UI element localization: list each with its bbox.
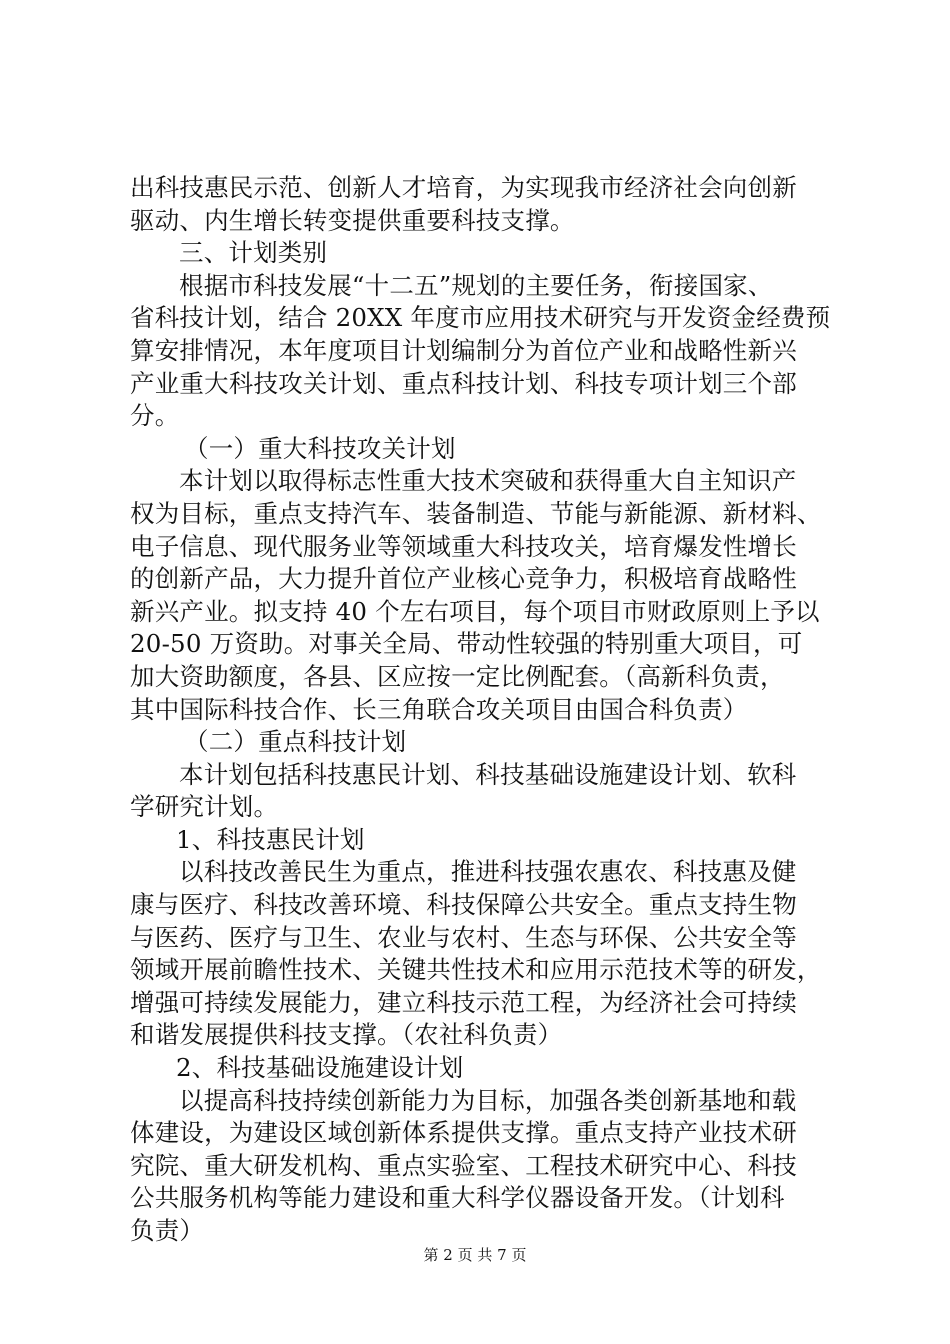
paragraph-line: 增强可持续发展能力，建立科技示范工程，为经济社会可持续	[130, 987, 797, 1017]
paragraph-line: 分。	[130, 401, 180, 431]
paragraph-line: 体建设，为建设区域创新体系提供支撑。重点支持产业技术研	[130, 1118, 797, 1148]
paragraph-line: 20-50 万资助。对事关全局、带动性较强的特别重大项目，可	[130, 629, 803, 659]
paragraph-line: 以提高科技持续创新能力为目标，加强各类创新基地和载	[179, 1085, 797, 1115]
paragraph-line: 出科技惠民示范、创新人才培育，为实现我市经济社会向创新	[130, 173, 797, 202]
paragraph-line: 权为目标，重点支持汽车、装备制造、节能与新能源、新材料、	[130, 498, 822, 528]
paragraph-line: 康与医疗、科技改善环境、科技保障公共安全。重点支持生物	[130, 890, 797, 920]
item-heading: 2、科技基础设施建设计划	[176, 1053, 464, 1083]
paragraph-line: 根据市科技发展“十二五”规划的主要任务，衔接国家、	[179, 270, 773, 300]
paragraph-line: 产业重大科技攻关计划、重点科技计划、科技专项计划三个部	[130, 368, 797, 398]
paragraph-line: 电子信息、现代服务业等领域重大科技攻关，培育爆发性增长	[130, 531, 797, 561]
paragraph-line: 的创新产品，大力提升首位产业核心竞争力，积极培育战略性	[130, 564, 797, 594]
paragraph-line: 算安排情况，本年度项目计划编制分为首位产业和战略性新兴	[130, 335, 797, 365]
page-number-footer: 第 2 页 共 7 页	[423, 1246, 527, 1264]
item-heading: 1、科技惠民计划	[176, 824, 365, 854]
subsection-heading: （二）重点科技计划	[184, 727, 407, 757]
paragraph-line: 本计划以取得标志性重大技术突破和获得重大自主知识产	[179, 466, 797, 496]
section-heading: 三、计划类别	[179, 238, 328, 268]
paragraph-line: 新兴产业。拟支持 40 个左右项目，每个项目市财政原则上予以	[130, 596, 820, 626]
paragraph-line: 本计划包括科技惠民计划、科技基础设施建设计划、软科	[179, 759, 797, 789]
paragraph-line: 负责）	[130, 1216, 205, 1245]
paragraph-line: 究院、重大研发机构、重点实验室、工程技术研究中心、科技	[130, 1150, 797, 1180]
paragraph-line: 学研究计划。	[130, 792, 279, 822]
document-body	[130, 172, 830, 1248]
subsection-heading: （一）重大科技攻关计划	[184, 433, 456, 463]
paragraph-line: 驱动、内生增长转变提供重要科技支撑。	[130, 205, 575, 235]
paragraph-line: 加大资助额度，各县、区应按一定比例配套。（高新科负责，	[130, 661, 785, 691]
paragraph-line: 领域开展前瞻性技术、关键共性技术和应用示范技术等的研发，	[130, 955, 822, 985]
paragraph-line: 和谐发展提供科技支撑。（农社科负责）	[130, 1020, 563, 1050]
paragraph-line: 省科技计划，结合 20XX 年度市应用技术研究与开发资金经费预	[130, 303, 831, 333]
paragraph-line: 以科技改善民生为重点，推进科技强农惠农、科技惠及健	[179, 857, 797, 887]
paragraph-line: 与医药、医疗与卫生、农业与农村、生态与环保、公共安全等	[130, 922, 797, 952]
paragraph-line: 公共服务机构等能力建设和重大科学仪器设备开发。（计划科	[130, 1183, 785, 1213]
paragraph-line: 其中国际科技合作、长三角联合攻关项目由国合科负责）	[130, 694, 748, 724]
